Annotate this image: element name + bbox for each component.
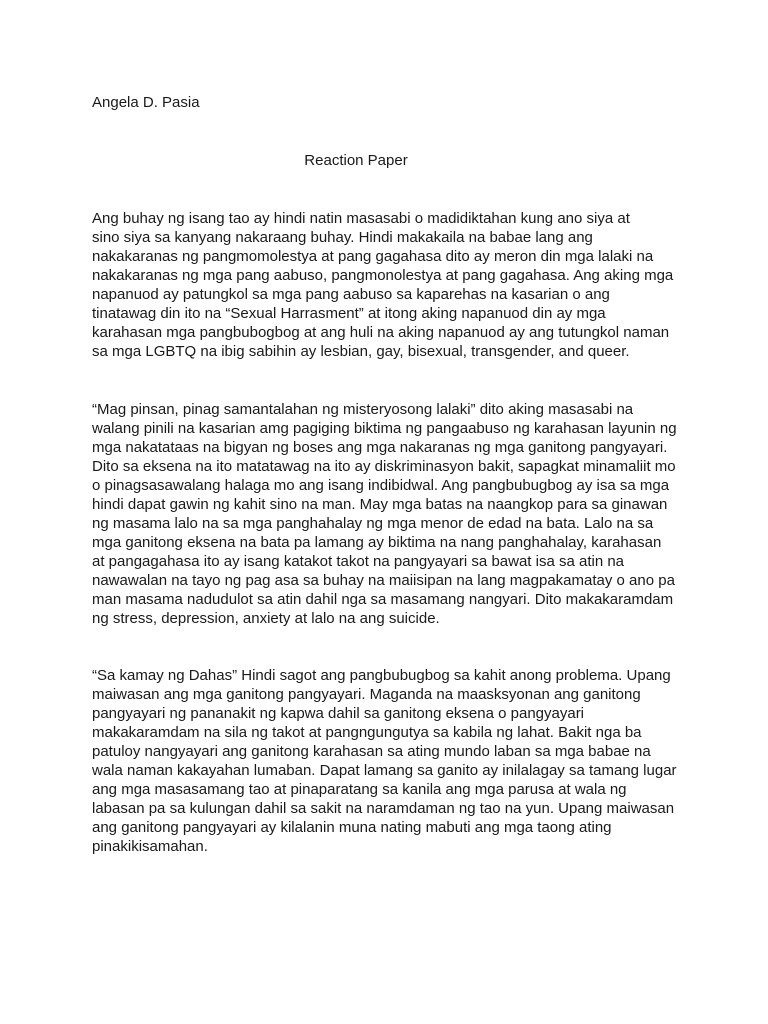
document-title: Reaction Paper — [304, 152, 408, 169]
author-name: Angela D. Pasia — [92, 94, 200, 111]
paragraph-intro: Ang buhay ng isang tao ay hindi natin masasabi o madidiktahan kung ano siya at sino siya sa kanyang nakaraang buhay. Hindi makakaila na babae lang ang nakakaranas ng pangmomolestya at pang gagahasa dito ay meron din mga lalaki na nakakaranas ng mga pang aabuso, pangmonolestya at pang gagahasa. Ang aking mga napanuod ay patungkol sa mga pang aabuso sa kaparehas na kasarian o ang tinatawag din ito na “Sexual Harrasment” at itong aking napanuod din ay mga karahasan mga pangbubogbog at ang huli na aking napanuod ay ang tutungkol naman sa mga LGBTQ na ibig sabihin ay lesbian, gay, bisexual, transgender, and queer. — [92, 210, 674, 360]
paragraph-mag-pinsan: “Mag pinsan, pinag samantalahan ng misteryosong lalaki” dito aking masasabi na walang pinili na kasarian amg pagiging biktima ng pangaabuso ng karahasan layunin ng mga nakatataas na bigyan ng boses ang mga nakaranas ng mga ganitong pangyayari. Dito sa eksena na ito matatawag na ito ay diskriminasyon bakit, sapagkat minamaliit mo o pinagsasawalang halaga mo ang isang indibidwal. Ang pangbubugbog ay isa sa mga hindi dapat gawin ng kahit sino na man. May mga batas na naangkop para sa ginawan ng masama lalo na sa mga panghahalay ng mga menor de edad na bata. Lalo na sa mga ganitong eksena na bata pa lamang ay biktima na nang panghahalay, karahasan at pangagahasa ito ay isang katakot takot na pangyayari sa bawat isa sa atin na nawawalan na tayo ng pag asa sa buhay na maiisipan na lang magpakamatay o ano pa man masama nadudulot sa atin dahil nga sa masamang nangyari. Dito makakaramdam ng stress, depression, anxiety at lalo na ang suicide. — [92, 401, 677, 627]
paragraph-sa-kamay-ng-dahas: “Sa kamay ng Dahas” Hindi sagot ang pangbubugbog sa kahit anong problema. Upang maiwasan ang mga ganitong pangyayari. Maganda na maasksyonan ang ganitong pangyayari ng pananakit ng kapwa dahil sa ganitong eksena o pangyayari makakaramdam na sila ng takot at pangngungutya sa kabila ng lahat. Bakit nga ba patuloy nangyayari ang ganitong karahasan sa ating mundo laban sa mga babae na wala naman kakayahan lumaban. Dapat lamang sa ganito ay inilalagay sa tamang lugar ang mga masasamang tao at pinaparatang sa kanila ang mga parusa at wala ng labasan pa sa kulungan dahil sa sakit na naramdaman ng tao na yun. Upang maiwasan ang ganitong pangyayari ay kilalanin muna nating mabuti ang mga taong ating pinakikisamahan. — [92, 667, 677, 855]
